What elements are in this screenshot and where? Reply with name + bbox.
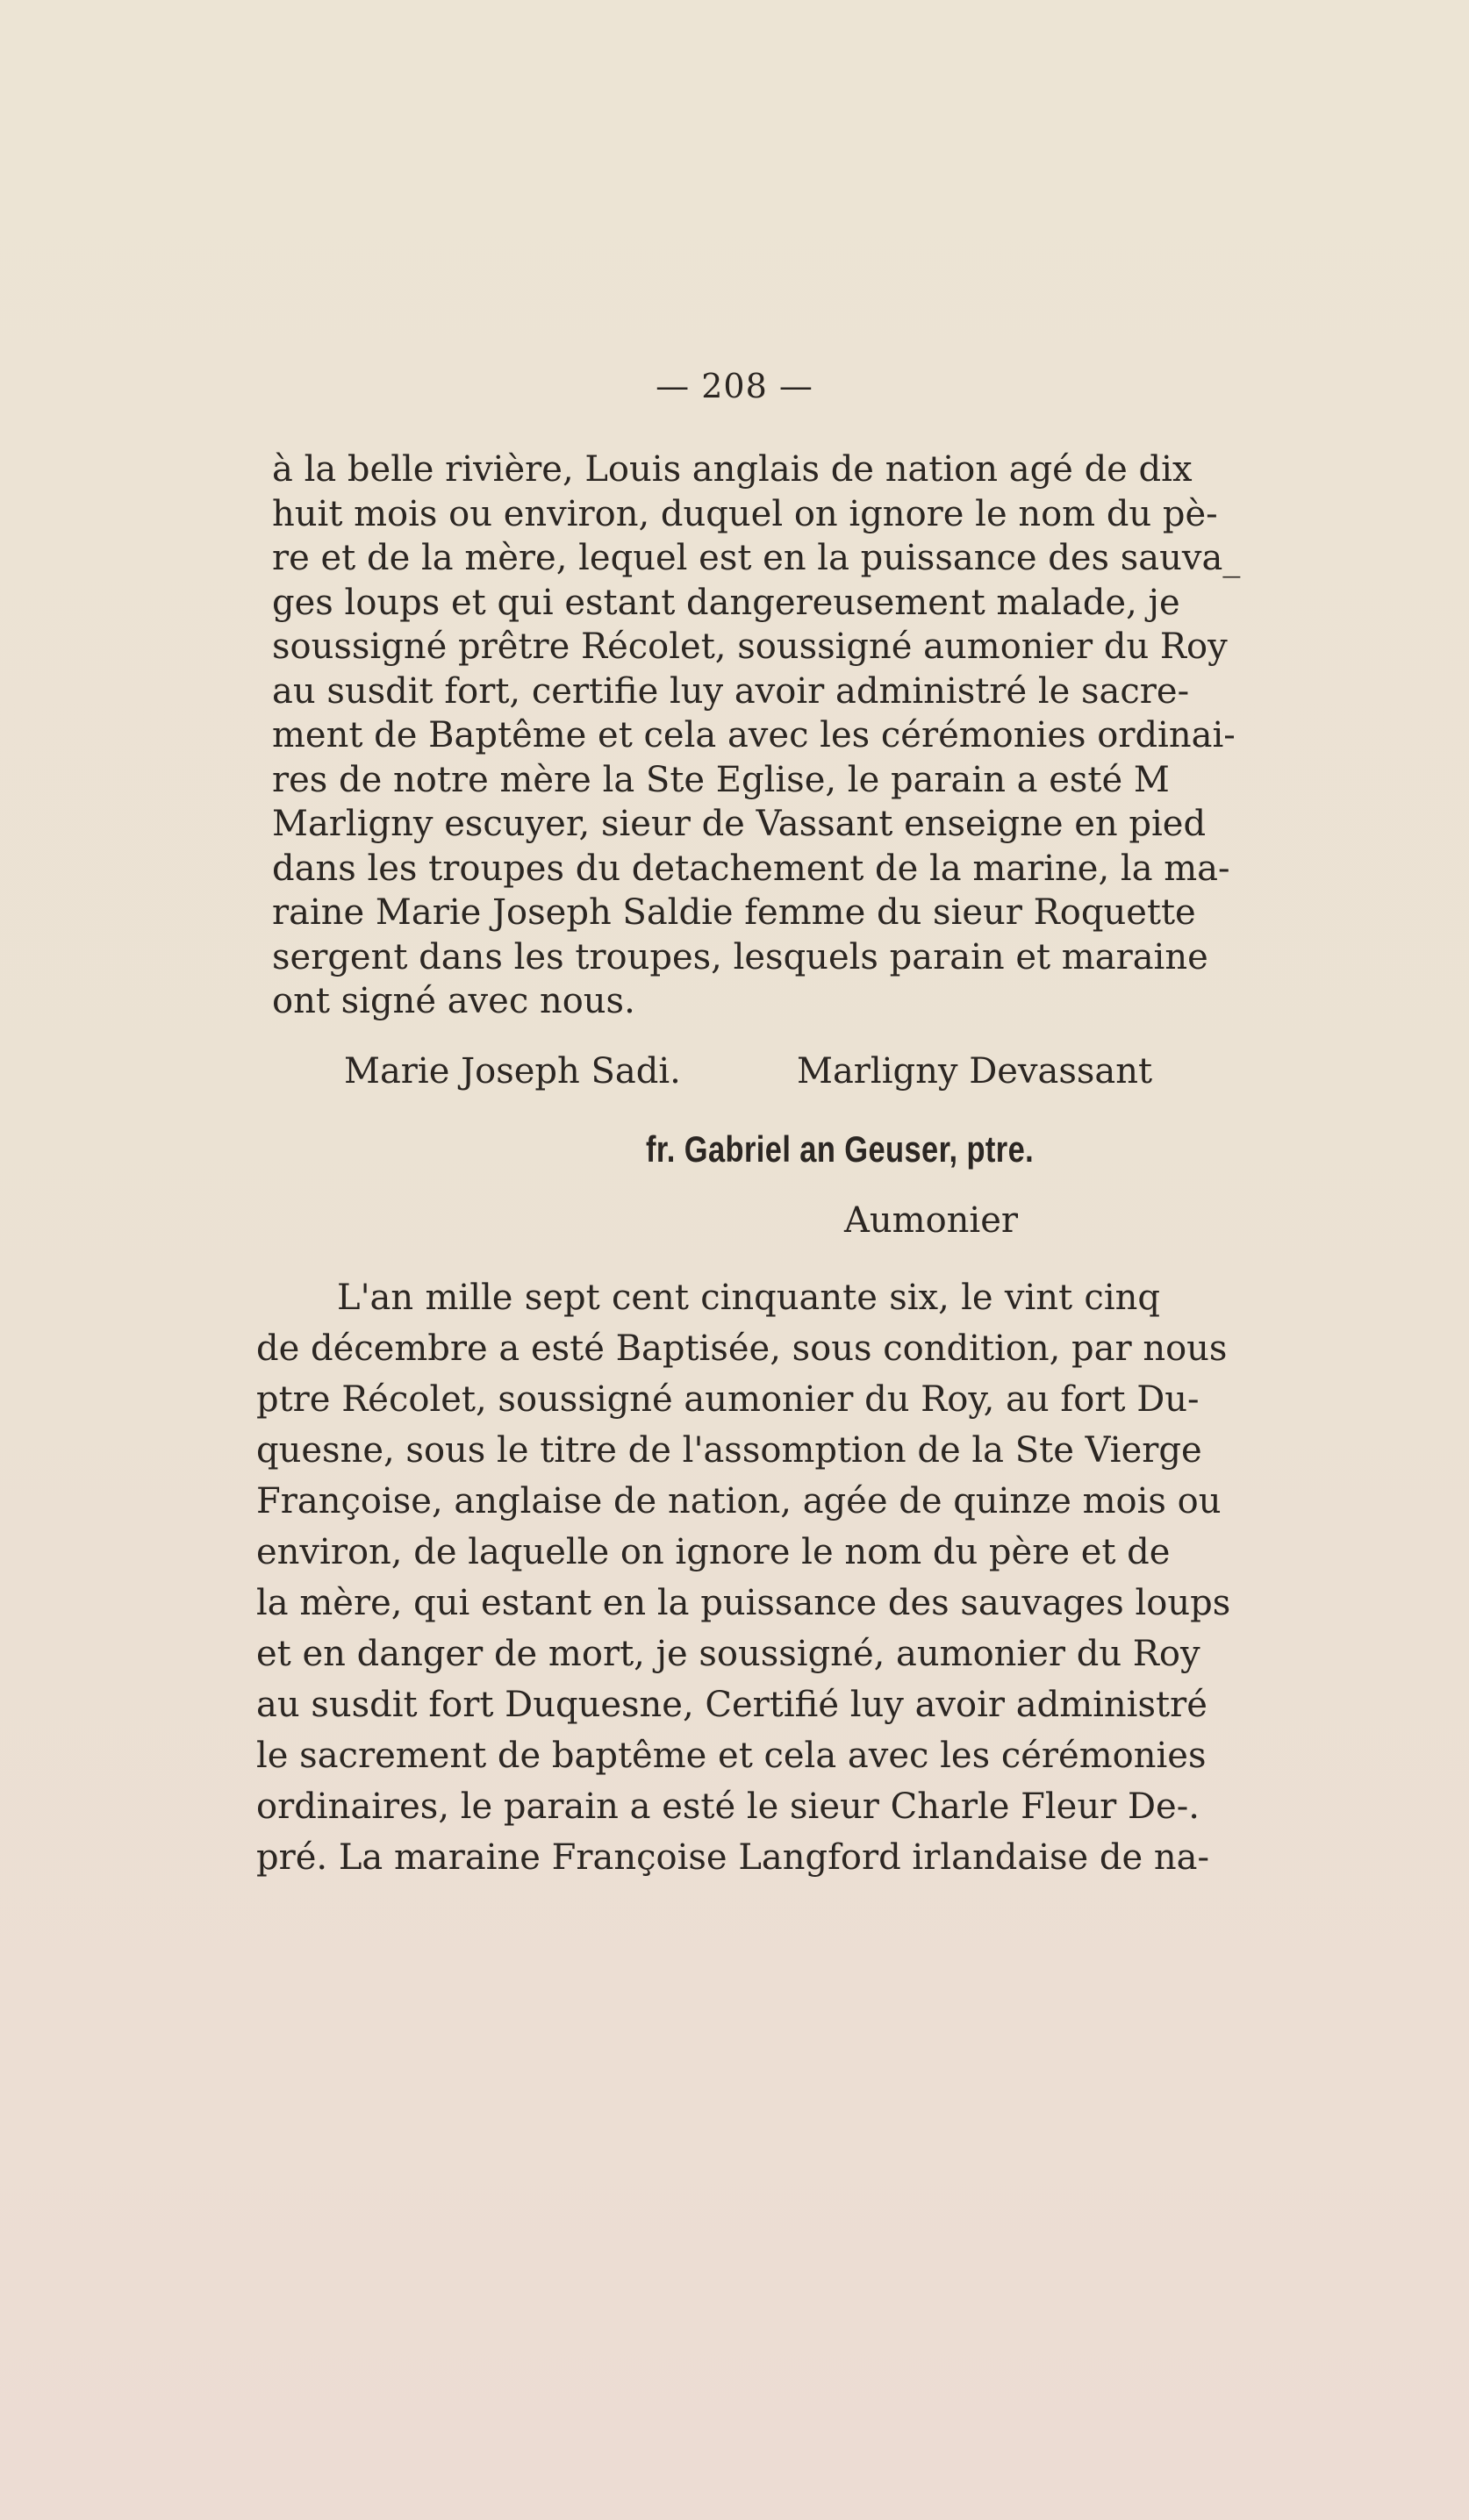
text-line: quesne, sous le titre de l'assomption de la Ste Vierge (256, 1430, 1202, 1471)
godmother-signature: Marie Joseph Sadi. (344, 1051, 681, 1092)
text-line: et en danger de mort, je soussigné, aumonier du Roy (256, 1634, 1200, 1674)
baptism-entry-2 (256, 1272, 1231, 1883)
text-line: la mère, qui estant en la puissance des sauvages loups (256, 1583, 1231, 1623)
baptism-entry-1 (272, 447, 1241, 1024)
godfather-signature: Marligny Devassant (797, 1051, 1153, 1092)
text-line: Françoise, anglaise de nation, agée de quinze mois ou (256, 1481, 1222, 1521)
text-line: soussigné prêtre Récolet, soussigné aumonier du Roy (272, 626, 1228, 667)
text-line: à la belle rivière, Louis anglais de nation agé de dix (272, 449, 1193, 490)
priest-title: Aumonier (844, 1200, 1019, 1241)
text-line: environ, de laquelle on ignore le nom du père et de (256, 1532, 1171, 1572)
text-line: au susdit fort, certifie luy avoir administré le sacre- (272, 670, 1190, 712)
text-line: raine Marie Joseph Saldie femme du sieur Roquette (272, 892, 1196, 933)
priest-signature: fr. Gabriel an Geuser, ptre. (646, 1128, 1035, 1170)
text-line: L'an mille sept cent cinquante six, le vint cinq (337, 1278, 1160, 1318)
text-line: ont signé avec nous. (272, 981, 635, 1021)
page-number: — 208 — (656, 367, 813, 405)
text-line: ptre Récolet, soussigné aumonier du Roy, au fort Du- (256, 1379, 1200, 1420)
text-line: pré. La maraine Françoise Langford irlandaise de na- (256, 1837, 1210, 1878)
text-line: huit mois ou environ, duquel on ignore le nom du pè- (272, 493, 1218, 534)
text-line: de décembre a esté Baptisée, sous condition, par nous (256, 1328, 1228, 1369)
text-line: le sacrement de baptême et cela avec les cérémonies (256, 1736, 1207, 1776)
text-line: sergent dans les troupes, lesquels parain et maraine (272, 936, 1208, 977)
text-line: ges loups et qui estant dangereusement malade, je (272, 582, 1180, 623)
text-line: Marligny escuyer, sieur de Vassant enseigne en pied (272, 804, 1207, 844)
text-line: ordinaires, le parain a esté le sieur Charle Fleur De-. (256, 1786, 1200, 1827)
text-line: res de notre mère la Ste Eglise, le parain a esté M (272, 759, 1170, 800)
text-line: au susdit fort Duquesne, Certifié luy avoir administré (256, 1685, 1207, 1725)
text-line: dans les troupes du detachement de la marine, la ma- (272, 848, 1230, 889)
text-line: re et de la mère, lequel est en la puissance des sauva_ (272, 538, 1241, 578)
text-line: ment de Baptême et cela avec les cérémonies ordinai- (272, 715, 1236, 755)
